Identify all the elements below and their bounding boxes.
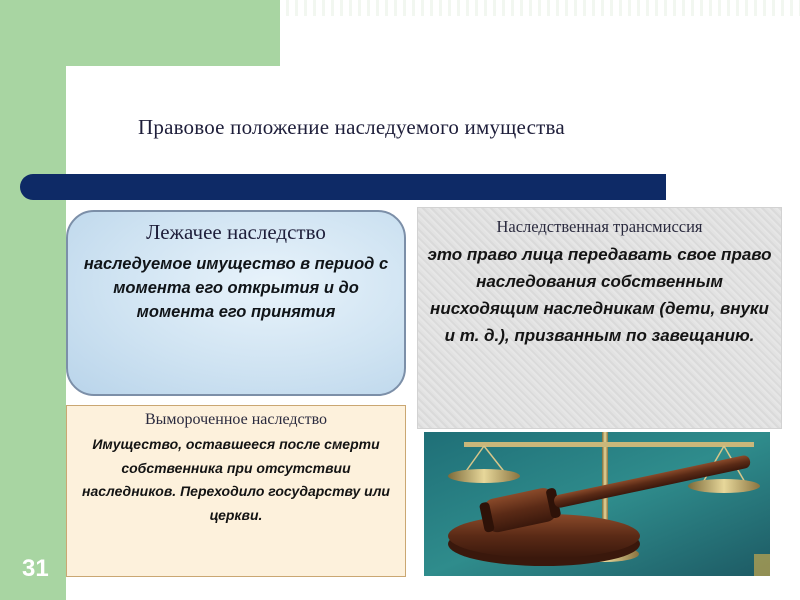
- transmissiya-text: это право лица передавать свое право наследования собственным нисходящим наследникам (дети, внуки и т. д.), призванным по завещанию.: [427, 245, 772, 345]
- slide-title: Правовое положение наследуемого имущества: [138, 115, 565, 139]
- slide-number: 31: [22, 555, 49, 582]
- lezhachee-nasledstvo-box: [66, 210, 406, 396]
- gavel-and-scales-icon: [424, 432, 770, 576]
- top-decorative-strip: [280, 0, 800, 16]
- vymorochnoe-nasledstvo-box: [66, 405, 406, 577]
- gavel-and-scales-image: [424, 432, 770, 576]
- top-green-panel: [66, 0, 280, 66]
- lezhachee-text: наследуемое имущество в период с момента его открытия и до момента его принятия: [83, 255, 389, 321]
- lezhachee-title: Лежачее наследство: [146, 220, 326, 244]
- left-green-panel: [0, 0, 66, 600]
- transmissiya-box: [417, 207, 782, 429]
- title-underline-bar: [20, 174, 666, 200]
- transmissiya-title: Наследственная трансмиссия: [496, 217, 703, 236]
- vymorochnoe-text: Имущество, оставшееся после смерти собственника при отсутствии наследников. Переходило государству или церкви.: [82, 436, 390, 523]
- vymorochnoe-title: Вымороченное наследство: [144, 411, 328, 428]
